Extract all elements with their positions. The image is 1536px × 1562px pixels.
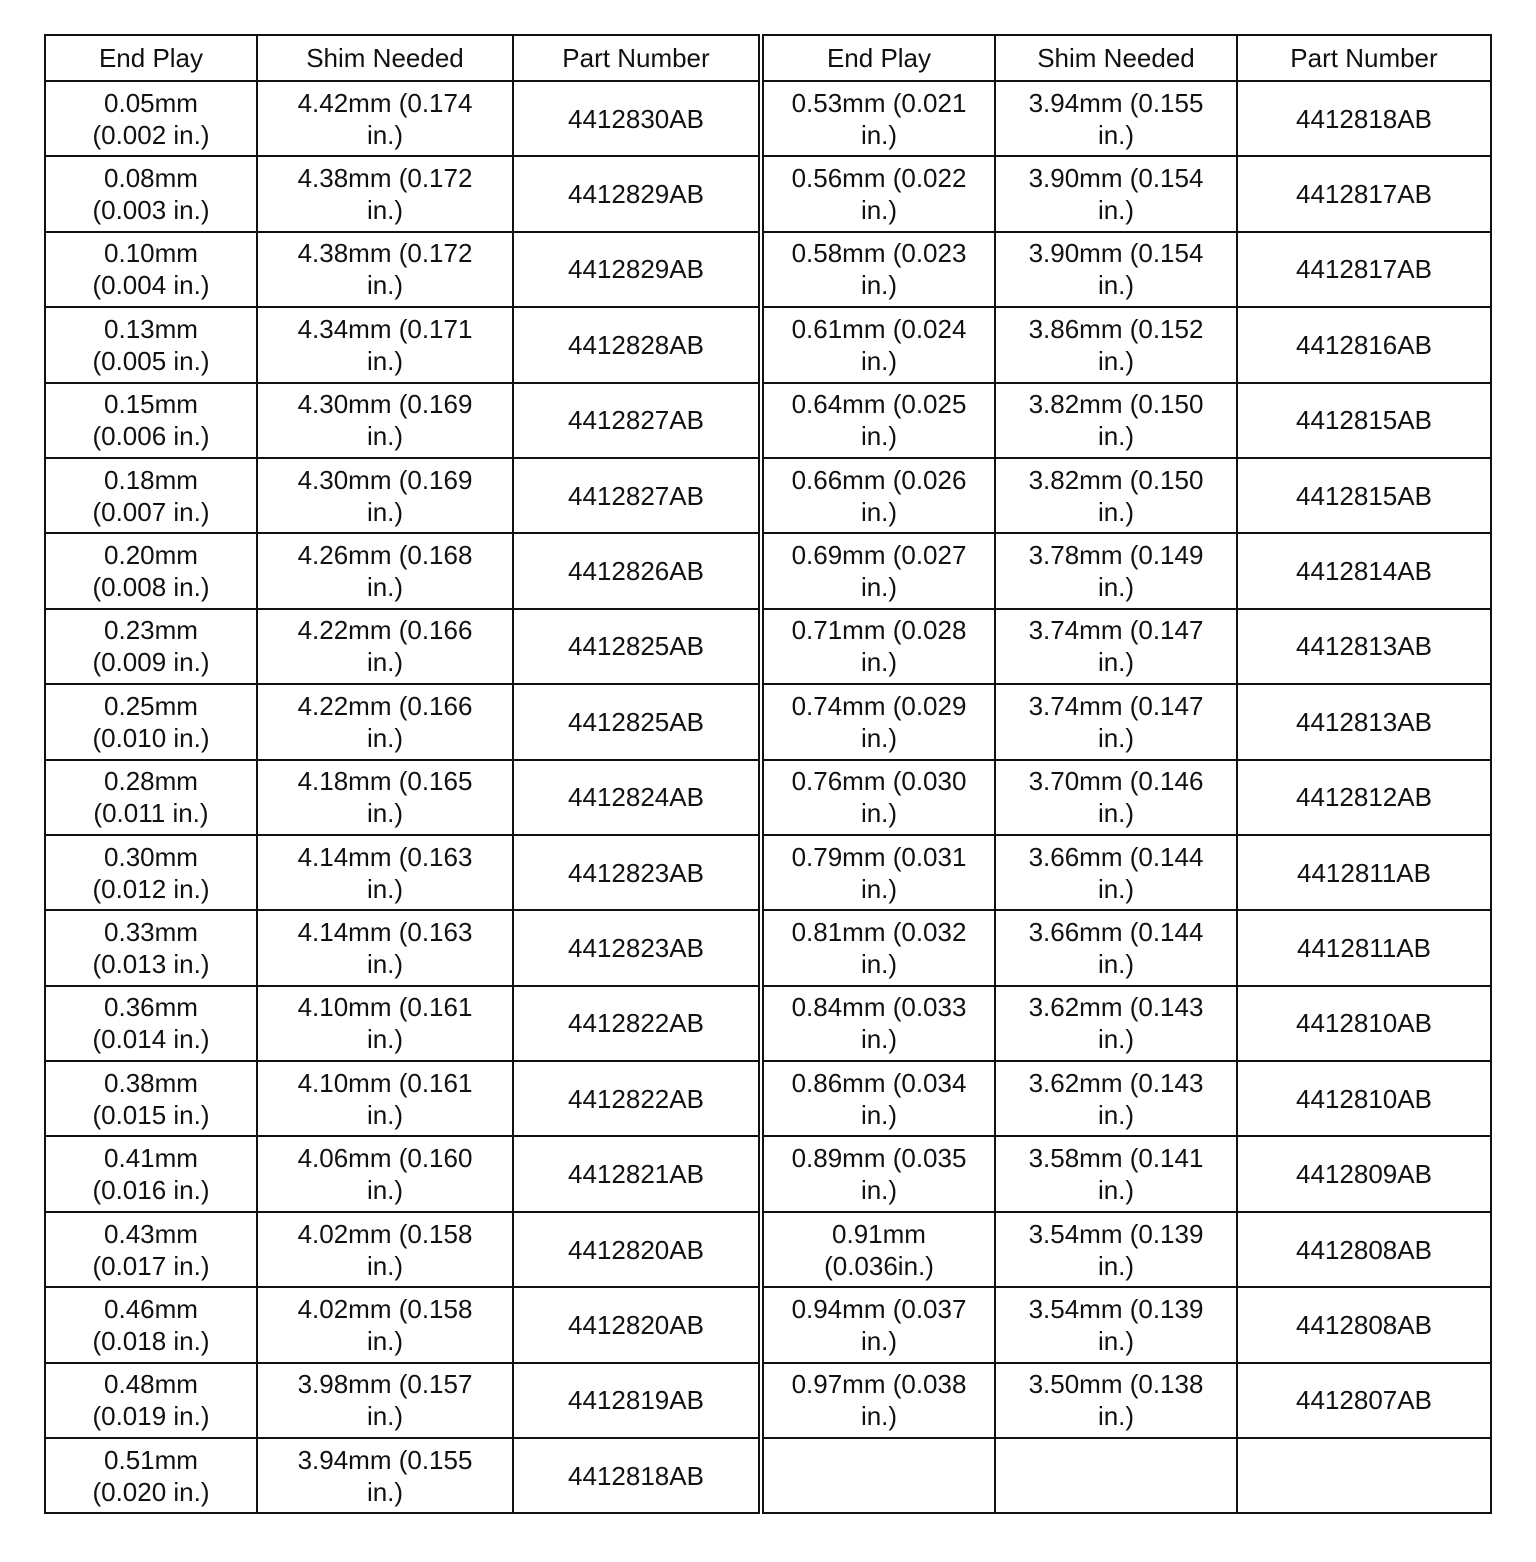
end-play-right-cell-text: 0.58mm (0.023 in.)	[791, 238, 967, 301]
part-number-right-cell	[1237, 458, 1491, 533]
end-play-left-cell-text: 0.33mm (0.013 in.)	[92, 916, 210, 979]
table-row	[45, 910, 1491, 985]
table-row	[45, 1061, 1491, 1136]
end-play-right-cell	[761, 609, 995, 684]
part-number-right-cell	[1237, 307, 1491, 382]
part-number-right-cell-text: 4412818AB	[1296, 103, 1432, 134]
shim-needed-right-cell	[995, 156, 1237, 231]
part-number-left-cell-text: 4412823AB	[568, 932, 704, 963]
end-play-left-cell	[45, 383, 257, 458]
part-number-left-cell-text: 4412826AB	[568, 556, 704, 587]
part-number-right-cell-text: 4412808AB	[1296, 1234, 1432, 1265]
table-row	[45, 1287, 1491, 1362]
shim-needed-right-cell-text: 3.74mm (0.147 in.)	[1028, 690, 1204, 753]
part-number-left-cell-text: 4412825AB	[568, 631, 704, 662]
shim-needed-right-cell-text: 3.66mm (0.144 in.)	[1028, 916, 1204, 979]
end-play-left-cell-text: 0.10mm (0.004 in.)	[92, 238, 210, 301]
shim-needed-left-cell-text: 4.22mm (0.166 in.)	[297, 615, 473, 678]
table-row	[45, 156, 1491, 231]
table-row	[45, 1136, 1491, 1211]
shim-needed-left-cell	[257, 458, 513, 533]
end-play-left-cell	[45, 986, 257, 1061]
part-number-right-cell	[1237, 156, 1491, 231]
end-play-right-cell	[761, 684, 995, 759]
part-number-left-cell	[513, 458, 761, 533]
shim-needed-left-cell	[257, 232, 513, 307]
shim-needed-right-cell-text: 3.82mm (0.150 in.)	[1028, 389, 1204, 452]
end-play-left-cell	[45, 835, 257, 910]
end-play-left-cell-text: 0.38mm (0.015 in.)	[92, 1067, 210, 1130]
shim-needed-right-cell	[995, 609, 1237, 684]
table-row	[45, 609, 1491, 684]
end-play-left-cell	[45, 156, 257, 231]
table-header-row	[45, 35, 1491, 81]
end-play-right-cell	[761, 156, 995, 231]
table-body	[45, 81, 1491, 1513]
part-number-right-cell	[1237, 81, 1491, 156]
part-number-right-cell-text: 4412817AB	[1296, 254, 1432, 285]
shim-needed-right-cell	[995, 684, 1237, 759]
table-row	[45, 232, 1491, 307]
part-number-left-cell-text: 4412828AB	[568, 329, 704, 360]
shim-needed-right-cell-text: 3.90mm (0.154 in.)	[1028, 163, 1204, 226]
end-play-right-cell	[761, 835, 995, 910]
header-shim-needed-right: Shim Needed	[995, 35, 1237, 81]
shim-needed-left-cell-text: 4.38mm (0.172 in.)	[297, 163, 473, 226]
shim-needed-right-cell-text: 3.70mm (0.146 in.)	[1028, 766, 1204, 829]
part-number-left-cell	[513, 1212, 761, 1287]
end-play-left-cell-text: 0.30mm (0.012 in.)	[92, 841, 210, 904]
part-number-left-cell	[513, 1136, 761, 1211]
part-number-right-cell	[1237, 383, 1491, 458]
shim-needed-right-cell	[995, 1438, 1237, 1513]
end-play-right-cell	[761, 1287, 995, 1362]
shim-needed-right-cell-text: 3.74mm (0.147 in.)	[1028, 615, 1204, 678]
part-number-right-cell-text: 4412815AB	[1296, 405, 1432, 436]
shim-needed-left-cell-text: 4.42mm (0.174 in.)	[297, 87, 473, 150]
part-number-left-cell	[513, 383, 761, 458]
part-number-right-cell	[1237, 684, 1491, 759]
end-play-left-cell	[45, 760, 257, 835]
part-number-left-cell-text: 4412829AB	[568, 179, 704, 210]
end-play-left-cell	[45, 684, 257, 759]
shim-needed-right-cell-text: 3.94mm (0.155 in.)	[1028, 87, 1204, 150]
table-row	[45, 458, 1491, 533]
shim-needed-right-cell-text: 3.66mm (0.144 in.)	[1028, 841, 1204, 904]
table-row	[45, 1212, 1491, 1287]
part-number-right-cell	[1237, 609, 1491, 684]
part-number-left-cell-text: 4412821AB	[568, 1159, 704, 1190]
part-number-left-cell-text: 4412829AB	[568, 254, 704, 285]
shim-needed-left-cell	[257, 156, 513, 231]
end-play-left-cell	[45, 1212, 257, 1287]
end-play-right-cell	[761, 307, 995, 382]
shim-needed-right-cell	[995, 1136, 1237, 1211]
end-play-left-cell	[45, 1136, 257, 1211]
table-row	[45, 760, 1491, 835]
shim-needed-right-cell	[995, 533, 1237, 608]
shim-needed-right-cell	[995, 232, 1237, 307]
part-number-left-cell	[513, 835, 761, 910]
part-number-right-cell-text: 4412807AB	[1296, 1385, 1432, 1416]
shim-needed-right-cell	[995, 1061, 1237, 1136]
part-number-left-cell	[513, 609, 761, 684]
shim-needed-right-cell	[995, 1212, 1237, 1287]
end-play-left-cell-text: 0.05mm (0.002 in.)	[92, 87, 210, 150]
end-play-right-cell-text: 0.94mm (0.037 in.)	[791, 1293, 967, 1356]
shim-needed-right-cell	[995, 910, 1237, 985]
end-play-right-cell	[761, 910, 995, 985]
part-number-right-cell-text: 4412813AB	[1296, 706, 1432, 737]
end-play-right-cell	[761, 383, 995, 458]
table-row	[45, 81, 1491, 156]
end-play-left-cell-text: 0.15mm (0.006 in.)	[92, 389, 210, 452]
end-play-left-cell	[45, 81, 257, 156]
end-play-left-cell	[45, 1061, 257, 1136]
shim-needed-right-cell	[995, 1363, 1237, 1438]
end-play-left-cell-text: 0.18mm (0.007 in.)	[92, 464, 210, 527]
part-number-right-cell-text: 4412816AB	[1296, 329, 1432, 360]
part-number-right-cell-text: 4412808AB	[1296, 1309, 1432, 1340]
end-play-right-cell	[761, 986, 995, 1061]
end-play-left-cell	[45, 533, 257, 608]
shim-needed-right-cell-text: 3.86mm (0.152 in.)	[1028, 313, 1204, 376]
table-row	[45, 835, 1491, 910]
part-number-left-cell-text: 4412822AB	[568, 1008, 704, 1039]
shim-needed-left-cell	[257, 81, 513, 156]
part-number-right-cell	[1237, 1061, 1491, 1136]
part-number-right-cell-text: 4412810AB	[1296, 1083, 1432, 1114]
part-number-left-cell-text: 4412824AB	[568, 782, 704, 813]
end-play-right-cell-text: 0.89mm (0.035 in.)	[791, 1143, 967, 1206]
part-number-right-cell	[1237, 1438, 1491, 1513]
shim-needed-right-cell	[995, 760, 1237, 835]
shim-needed-left-cell	[257, 684, 513, 759]
shim-needed-left-cell	[257, 760, 513, 835]
end-play-right-cell	[761, 760, 995, 835]
shim-needed-left-cell-text: 4.38mm (0.172 in.)	[297, 238, 473, 301]
end-play-right-cell-text: 0.66mm (0.026 in.)	[791, 464, 967, 527]
shim-needed-left-cell-text: 4.14mm (0.163 in.)	[297, 916, 473, 979]
end-play-left-cell-text: 0.43mm (0.017 in.)	[92, 1218, 210, 1281]
end-play-left-cell	[45, 1363, 257, 1438]
shim-needed-left-cell	[257, 835, 513, 910]
shim-needed-left-cell	[257, 1287, 513, 1362]
table-row	[45, 307, 1491, 382]
shim-needed-left-cell-text: 4.18mm (0.165 in.)	[297, 766, 473, 829]
shim-needed-left-cell-text: 4.10mm (0.161 in.)	[297, 1067, 473, 1130]
part-number-left-cell-text: 4412819AB	[568, 1385, 704, 1416]
shim-needed-right-cell-text: 3.54mm (0.139 in.)	[1028, 1218, 1204, 1281]
header-part-number-right: Part Number	[1237, 35, 1491, 81]
part-number-right-cell	[1237, 1363, 1491, 1438]
shim-needed-left-cell	[257, 307, 513, 382]
end-play-left-cell-text: 0.36mm (0.014 in.)	[92, 992, 210, 1055]
end-play-right-cell	[761, 458, 995, 533]
shim-needed-left-cell-text: 4.02mm (0.158 in.)	[297, 1218, 473, 1281]
part-number-left-cell	[513, 1287, 761, 1362]
end-play-right-cell	[761, 232, 995, 307]
end-play-left-cell	[45, 1438, 257, 1513]
shim-needed-right-cell	[995, 81, 1237, 156]
part-number-left-cell-text: 4412830AB	[568, 103, 704, 134]
end-play-left-cell-text: 0.20mm (0.008 in.)	[92, 540, 210, 603]
shim-needed-right-cell-text: 3.90mm (0.154 in.)	[1028, 238, 1204, 301]
shim-needed-right-cell	[995, 458, 1237, 533]
end-play-left-cell	[45, 458, 257, 533]
end-play-right-cell-text: 0.91mm (0.036in.)	[824, 1218, 934, 1281]
end-play-right-cell-text: 0.71mm (0.028 in.)	[791, 615, 967, 678]
part-number-left-cell	[513, 81, 761, 156]
end-play-right-cell	[761, 533, 995, 608]
table-row	[45, 383, 1491, 458]
part-number-right-cell	[1237, 232, 1491, 307]
part-number-right-cell	[1237, 986, 1491, 1061]
shim-needed-left-cell	[257, 1061, 513, 1136]
shim-needed-right-cell	[995, 835, 1237, 910]
end-play-right-cell-text: 0.64mm (0.025 in.)	[791, 389, 967, 452]
end-play-left-cell	[45, 307, 257, 382]
shim-needed-left-cell	[257, 1438, 513, 1513]
end-play-right-cell-text: 0.74mm (0.029 in.)	[791, 690, 967, 753]
part-number-right-cell	[1237, 1287, 1491, 1362]
end-play-right-cell-text: 0.86mm (0.034 in.)	[791, 1067, 967, 1130]
part-number-right-cell	[1237, 533, 1491, 608]
part-number-right-cell	[1237, 760, 1491, 835]
end-play-right-cell	[761, 1212, 995, 1287]
part-number-right-cell	[1237, 835, 1491, 910]
end-play-left-cell-text: 0.08mm (0.003 in.)	[92, 163, 210, 226]
end-play-right-cell-text: 0.76mm (0.030 in.)	[791, 766, 967, 829]
part-number-right-cell	[1237, 1136, 1491, 1211]
part-number-right-cell	[1237, 910, 1491, 985]
end-play-right-cell-text: 0.61mm (0.024 in.)	[791, 313, 967, 376]
shim-needed-left-cell	[257, 986, 513, 1061]
end-play-right-cell	[761, 1438, 995, 1513]
part-number-right-cell-text: 4412814AB	[1296, 556, 1432, 587]
part-number-left-cell	[513, 684, 761, 759]
shim-needed-right-cell-text: 3.58mm (0.141 in.)	[1028, 1143, 1204, 1206]
shim-needed-left-cell-text: 3.98mm (0.157 in.)	[297, 1369, 473, 1432]
shim-selection-table	[44, 34, 1492, 1514]
shim-needed-right-cell-text: 3.82mm (0.150 in.)	[1028, 464, 1204, 527]
shim-needed-right-cell-text: 3.54mm (0.139 in.)	[1028, 1293, 1204, 1356]
header-end-play-left: End Play	[45, 35, 257, 81]
shim-needed-left-cell-text: 4.02mm (0.158 in.)	[297, 1293, 473, 1356]
shim-needed-left-cell-text: 4.34mm (0.171 in.)	[297, 313, 473, 376]
part-number-left-cell-text: 4412820AB	[568, 1309, 704, 1340]
shim-needed-left-cell	[257, 383, 513, 458]
part-number-left-cell-text: 4412823AB	[568, 857, 704, 888]
shim-needed-right-cell	[995, 1287, 1237, 1362]
shim-needed-left-cell-text: 4.30mm (0.169 in.)	[297, 464, 473, 527]
end-play-left-cell-text: 0.25mm (0.010 in.)	[92, 690, 210, 753]
shim-needed-left-cell	[257, 533, 513, 608]
header-end-play-right: End Play	[761, 35, 995, 81]
table-row	[45, 684, 1491, 759]
part-number-right-cell-text: 4412813AB	[1296, 631, 1432, 662]
part-number-left-cell	[513, 760, 761, 835]
part-number-left-cell	[513, 1363, 761, 1438]
part-number-left-cell	[513, 156, 761, 231]
part-number-left-cell	[513, 307, 761, 382]
end-play-left-cell-text: 0.51mm (0.020 in.)	[92, 1444, 210, 1507]
shim-needed-left-cell	[257, 1136, 513, 1211]
shim-needed-left-cell-text: 4.30mm (0.169 in.)	[297, 389, 473, 452]
table-row	[45, 986, 1491, 1061]
shim-needed-left-cell-text: 4.10mm (0.161 in.)	[297, 992, 473, 1055]
shim-needed-right-cell	[995, 307, 1237, 382]
part-number-left-cell-text: 4412825AB	[568, 706, 704, 737]
shim-needed-left-cell	[257, 1363, 513, 1438]
part-number-right-cell-text: 4412811AB	[1297, 932, 1431, 963]
end-play-right-cell	[761, 81, 995, 156]
shim-needed-left-cell	[257, 910, 513, 985]
end-play-right-cell-text: 0.84mm (0.033 in.)	[791, 992, 967, 1055]
part-number-right-cell-text: 4412810AB	[1296, 1008, 1432, 1039]
part-number-right-cell-text: 4412815AB	[1296, 480, 1432, 511]
shim-needed-left-cell-text: 4.06mm (0.160 in.)	[297, 1143, 473, 1206]
part-number-right-cell	[1237, 1212, 1491, 1287]
shim-needed-left-cell	[257, 609, 513, 684]
shim-needed-right-cell	[995, 986, 1237, 1061]
end-play-left-cell-text: 0.48mm (0.019 in.)	[92, 1369, 210, 1432]
part-number-left-cell	[513, 910, 761, 985]
part-number-left-cell	[513, 1061, 761, 1136]
part-number-left-cell	[513, 232, 761, 307]
end-play-right-cell-text: 0.69mm (0.027 in.)	[791, 540, 967, 603]
end-play-left-cell-text: 0.28mm (0.011 in.)	[93, 766, 209, 829]
end-play-right-cell-text: 0.56mm (0.022 in.)	[791, 163, 967, 226]
header-shim-needed-left: Shim Needed	[257, 35, 513, 81]
end-play-left-cell	[45, 910, 257, 985]
part-number-left-cell-text: 4412827AB	[568, 480, 704, 511]
end-play-right-cell	[761, 1363, 995, 1438]
end-play-left-cell	[45, 232, 257, 307]
part-number-right-cell-text: 4412817AB	[1296, 179, 1432, 210]
end-play-left-cell	[45, 1287, 257, 1362]
part-number-left-cell	[513, 986, 761, 1061]
part-number-left-cell	[513, 1438, 761, 1513]
end-play-right-cell-text: 0.53mm (0.021 in.)	[791, 87, 967, 150]
end-play-right-cell-text: 0.79mm (0.031 in.)	[791, 841, 967, 904]
end-play-left-cell-text: 0.13mm (0.005 in.)	[92, 313, 210, 376]
table-row	[45, 533, 1491, 608]
end-play-right-cell-text: 0.81mm (0.032 in.)	[791, 916, 967, 979]
shim-needed-right-cell-text: 3.62mm (0.143 in.)	[1028, 1067, 1204, 1130]
end-play-right-cell-text: 0.97mm (0.038 in.)	[791, 1369, 967, 1432]
shim-needed-left-cell-text: 4.14mm (0.163 in.)	[297, 841, 473, 904]
shim-needed-left-cell-text: 4.22mm (0.166 in.)	[297, 690, 473, 753]
end-play-left-cell-text: 0.41mm (0.016 in.)	[92, 1143, 210, 1206]
shim-needed-right-cell-text: 3.78mm (0.149 in.)	[1028, 540, 1204, 603]
end-play-right-cell	[761, 1136, 995, 1211]
part-number-right-cell-text: 4412811AB	[1297, 857, 1431, 888]
end-play-right-cell	[761, 1061, 995, 1136]
shim-needed-left-cell	[257, 1212, 513, 1287]
shim-needed-right-cell-text: 3.50mm (0.138 in.)	[1028, 1369, 1204, 1432]
part-number-right-cell-text: 4412809AB	[1296, 1159, 1432, 1190]
shim-needed-right-cell	[995, 383, 1237, 458]
header-part-number-left: Part Number	[513, 35, 761, 81]
shim-needed-left-cell-text: 4.26mm (0.168 in.)	[297, 540, 473, 603]
part-number-left-cell-text: 4412827AB	[568, 405, 704, 436]
part-number-left-cell	[513, 533, 761, 608]
end-play-left-cell-text: 0.46mm (0.018 in.)	[92, 1293, 210, 1356]
table-row	[45, 1363, 1491, 1438]
end-play-left-cell	[45, 609, 257, 684]
shim-needed-left-cell-text: 3.94mm (0.155 in.)	[297, 1444, 473, 1507]
part-number-left-cell-text: 4412820AB	[568, 1234, 704, 1265]
table-row	[45, 1438, 1491, 1513]
part-number-left-cell-text: 4412818AB	[568, 1460, 704, 1491]
part-number-right-cell-text: 4412812AB	[1296, 782, 1432, 813]
end-play-left-cell-text: 0.23mm (0.009 in.)	[92, 615, 210, 678]
part-number-left-cell-text: 4412822AB	[568, 1083, 704, 1114]
shim-needed-right-cell-text: 3.62mm (0.143 in.)	[1028, 992, 1204, 1055]
